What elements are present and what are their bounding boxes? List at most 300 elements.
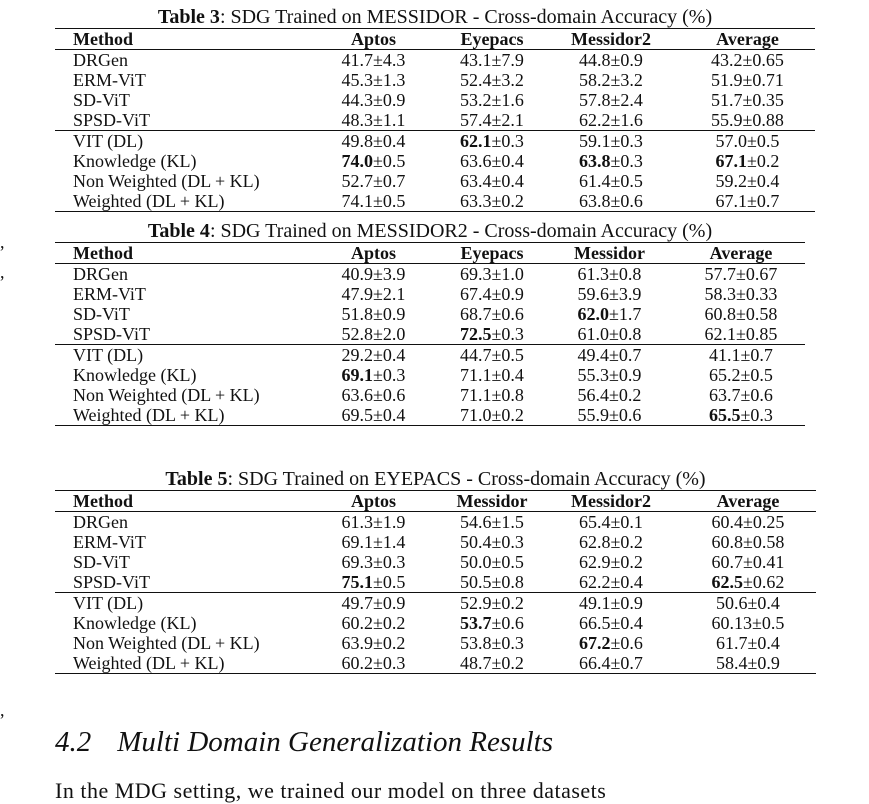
value-cell bbox=[442, 405, 542, 426]
cell-value: ERM-ViT bbox=[73, 284, 146, 304]
value-cell bbox=[680, 151, 815, 171]
cell-value: 59.6±3.9 bbox=[577, 284, 642, 304]
cell-value: 69.1±1.4 bbox=[341, 532, 406, 552]
method-cell bbox=[55, 191, 305, 212]
value-cell bbox=[305, 264, 442, 285]
cell-value: DRGen bbox=[73, 50, 128, 70]
value-cell bbox=[677, 385, 805, 405]
cell-value: 61.3±0.8 bbox=[577, 264, 642, 284]
value-cell bbox=[305, 405, 442, 426]
value-cell bbox=[305, 324, 442, 345]
cell-value: 62.2±0.4 bbox=[579, 572, 643, 592]
table-caption-text: : SDG Trained on EYEPACS - Cross-domain Accuracy (%) bbox=[227, 468, 706, 490]
value-cell bbox=[305, 613, 442, 633]
value-cell bbox=[305, 572, 442, 593]
cell-value: 71.0±0.2 bbox=[460, 405, 524, 425]
value-cell bbox=[680, 532, 816, 552]
value-cell bbox=[677, 284, 805, 304]
cell-value: 71.1±0.8 bbox=[460, 385, 524, 405]
value-cell bbox=[442, 385, 542, 405]
value-cell bbox=[542, 572, 680, 593]
value-cell bbox=[680, 613, 816, 633]
cell-value: 63.3±0.2 bbox=[460, 191, 524, 211]
value-cell bbox=[680, 633, 816, 653]
cell-value: 52.8±2.0 bbox=[341, 324, 406, 344]
value-cell bbox=[442, 345, 542, 366]
cell-value: 61.4±0.5 bbox=[579, 171, 643, 191]
value-cell bbox=[542, 304, 677, 324]
value-cell bbox=[442, 90, 542, 110]
value-cell bbox=[542, 653, 680, 674]
cell-value: 58.4±0.9 bbox=[716, 653, 780, 673]
cell-value: SD-ViT bbox=[73, 90, 130, 110]
cell-value: 50.0±0.5 bbox=[460, 552, 524, 572]
column-header-method: Method bbox=[73, 29, 133, 49]
cell-value: 60.7±0.41 bbox=[711, 552, 785, 572]
cell-value: 60.8±0.58 bbox=[704, 304, 778, 324]
cell-value: 29.2±0.4 bbox=[341, 345, 406, 365]
cell-value: 61.0±0.8 bbox=[577, 324, 642, 344]
table-row bbox=[55, 284, 805, 304]
method-cell bbox=[55, 552, 305, 572]
cell-value: 66.5±0.4 bbox=[579, 613, 643, 633]
section-title: Multi Domain Generalization Results bbox=[117, 726, 554, 758]
table-row bbox=[55, 593, 816, 614]
value-cell bbox=[680, 191, 815, 212]
value-cell bbox=[680, 552, 816, 572]
table-row bbox=[55, 70, 815, 90]
cell-value: 44.8±0.9 bbox=[579, 50, 643, 70]
value-cell bbox=[542, 264, 677, 285]
cell-value: 60.2±0.3 bbox=[341, 653, 406, 673]
table-row bbox=[55, 131, 815, 152]
cell-value: 67.2 bbox=[579, 633, 611, 653]
cell-value: 41.1±0.7 bbox=[709, 345, 773, 365]
value-cell bbox=[542, 365, 677, 385]
column-header: Aptos bbox=[350, 491, 396, 511]
method-cell bbox=[55, 50, 305, 71]
method-cell bbox=[55, 345, 305, 366]
table-number: Table 3 bbox=[157, 6, 220, 28]
cell-value: 48.3±1.1 bbox=[341, 110, 406, 130]
method-cell bbox=[55, 304, 305, 324]
cell-value: Knowledge (KL) bbox=[73, 151, 197, 171]
cell-value: Non Weighted (DL + KL) bbox=[73, 385, 260, 405]
cell-std: ±0.2 bbox=[747, 151, 780, 171]
cell-value: 63.9±0.2 bbox=[341, 633, 406, 653]
cell-value: ERM-ViT bbox=[73, 532, 146, 552]
cell-std: ±0.3 bbox=[740, 405, 773, 425]
table-caption bbox=[55, 220, 805, 242]
value-cell bbox=[542, 633, 680, 653]
cell-value: 71.1±0.4 bbox=[460, 365, 524, 385]
table-header bbox=[55, 243, 805, 264]
cell-value: 49.7±0.9 bbox=[341, 593, 406, 613]
value-cell bbox=[442, 264, 542, 285]
value-cell bbox=[542, 593, 680, 614]
cell-value: 74.0 bbox=[341, 151, 374, 171]
value-cell bbox=[542, 151, 680, 171]
table-header bbox=[55, 491, 816, 512]
cell-value: 63.6±0.4 bbox=[460, 151, 524, 171]
cell-value: 51.8±0.9 bbox=[341, 304, 406, 324]
cell-std: ±0.3 bbox=[610, 151, 643, 171]
cell-value: 59.1±0.3 bbox=[579, 131, 643, 151]
value-cell bbox=[442, 653, 542, 674]
method-cell bbox=[55, 264, 305, 285]
value-cell bbox=[542, 512, 680, 533]
value-cell bbox=[305, 50, 442, 71]
value-cell bbox=[305, 90, 442, 110]
cell-value: 41.7±4.3 bbox=[341, 50, 406, 70]
cell-value: Knowledge (KL) bbox=[73, 365, 197, 385]
cell-std: ±1.7 bbox=[609, 304, 642, 324]
value-cell bbox=[442, 552, 542, 572]
cell-value: 53.8±0.3 bbox=[460, 633, 524, 653]
value-cell bbox=[542, 171, 680, 191]
value-cell bbox=[542, 110, 680, 131]
cell-value: 49.4±0.7 bbox=[577, 345, 642, 365]
cell-value: 57.7±0.67 bbox=[704, 264, 778, 284]
value-cell bbox=[542, 324, 677, 345]
cell-value: 63.8 bbox=[579, 151, 611, 171]
method-cell bbox=[55, 151, 305, 171]
cell-value: 74.1±0.5 bbox=[341, 191, 406, 211]
value-cell bbox=[442, 633, 542, 653]
method-cell bbox=[55, 70, 305, 90]
value-cell bbox=[680, 653, 816, 674]
value-cell bbox=[442, 593, 542, 614]
value-cell bbox=[542, 131, 680, 152]
column-header-method: Method bbox=[73, 491, 133, 511]
results-table bbox=[55, 28, 815, 212]
table-row bbox=[55, 633, 816, 653]
value-cell bbox=[677, 304, 805, 324]
cell-value: 63.4±0.4 bbox=[460, 171, 524, 191]
cell-value: 60.4±0.25 bbox=[711, 512, 785, 532]
cell-value: 62.5 bbox=[711, 572, 744, 592]
cell-value: 55.9±0.6 bbox=[577, 405, 642, 425]
margin-mark: , bbox=[0, 262, 5, 282]
cell-value: Non Weighted (DL + KL) bbox=[73, 171, 260, 191]
table-number: Table 5 bbox=[165, 468, 228, 490]
value-cell bbox=[305, 365, 442, 385]
cell-value: DRGen bbox=[73, 264, 128, 284]
cell-value: 67.1±0.7 bbox=[715, 191, 780, 211]
cell-value: 59.2±0.4 bbox=[715, 171, 780, 191]
value-cell bbox=[677, 324, 805, 345]
column-header: Aptos bbox=[350, 29, 396, 49]
column-header: Average bbox=[716, 491, 780, 511]
cell-value: ERM-ViT bbox=[73, 70, 146, 90]
table-body bbox=[55, 264, 805, 426]
value-cell bbox=[442, 131, 542, 152]
paragraph-text: In the MDG setting, we trained our model on three datasets bbox=[55, 778, 607, 803]
column-header: Eyepacs bbox=[460, 243, 524, 263]
value-cell bbox=[442, 304, 542, 324]
cell-value: Weighted (DL + KL) bbox=[73, 191, 225, 211]
value-cell bbox=[677, 345, 805, 366]
method-cell bbox=[55, 613, 305, 633]
method-cell bbox=[55, 324, 305, 345]
value-cell bbox=[542, 385, 677, 405]
cell-value: 62.0 bbox=[577, 304, 610, 324]
cell-value: SD-ViT bbox=[73, 552, 130, 572]
value-cell bbox=[442, 324, 542, 345]
cell-value: 52.9±0.2 bbox=[460, 593, 524, 613]
cell-value: 65.4±0.1 bbox=[579, 512, 643, 532]
cell-std: ±0.5 bbox=[373, 572, 406, 592]
cell-value: DRGen bbox=[73, 512, 128, 532]
cell-value: 53.7 bbox=[460, 613, 492, 633]
cell-value: 52.4±3.2 bbox=[460, 70, 524, 90]
value-cell bbox=[542, 613, 680, 633]
value-cell bbox=[305, 345, 442, 366]
table-row bbox=[55, 50, 815, 71]
table-header bbox=[55, 29, 815, 50]
method-cell bbox=[55, 90, 305, 110]
margin-mark: , bbox=[0, 232, 5, 252]
cell-value: 49.8±0.4 bbox=[341, 131, 406, 151]
cell-value: 75.1 bbox=[341, 572, 374, 592]
value-cell bbox=[442, 50, 542, 71]
table-row bbox=[55, 653, 816, 674]
cell-value: 57.4±2.1 bbox=[460, 110, 524, 130]
table-row bbox=[55, 532, 816, 552]
value-cell bbox=[305, 633, 442, 653]
value-cell bbox=[542, 552, 680, 572]
value-cell bbox=[680, 90, 815, 110]
value-cell bbox=[442, 110, 542, 131]
column-header: Messidor bbox=[574, 243, 645, 263]
results-table bbox=[55, 490, 816, 674]
cell-value: VIT (DL) bbox=[73, 345, 144, 365]
table-3 bbox=[55, 6, 815, 212]
cell-value: 67.1 bbox=[715, 151, 748, 171]
cell-value: 66.4±0.7 bbox=[579, 653, 643, 673]
cell-value: 55.3±0.9 bbox=[577, 365, 642, 385]
cell-value: 63.7±0.6 bbox=[709, 385, 773, 405]
value-cell bbox=[305, 171, 442, 191]
value-cell bbox=[442, 572, 542, 593]
value-cell bbox=[305, 552, 442, 572]
table-row bbox=[55, 171, 815, 191]
value-cell bbox=[305, 653, 442, 674]
cell-value: Weighted (DL + KL) bbox=[73, 653, 225, 673]
value-cell bbox=[305, 512, 442, 533]
results-table bbox=[55, 242, 805, 426]
cell-std: ±0.62 bbox=[743, 572, 785, 592]
value-cell bbox=[542, 70, 680, 90]
value-cell bbox=[305, 110, 442, 131]
cell-std: ±0.6 bbox=[610, 633, 643, 653]
table-row bbox=[55, 345, 805, 366]
value-cell bbox=[442, 532, 542, 552]
cell-value: SPSD-ViT bbox=[73, 572, 150, 592]
cell-value: 55.9±0.88 bbox=[711, 110, 784, 130]
column-header: Average bbox=[716, 29, 779, 49]
value-cell bbox=[680, 70, 815, 90]
column-header: Aptos bbox=[350, 243, 396, 263]
cell-value: 60.2±0.2 bbox=[341, 613, 406, 633]
value-cell bbox=[680, 593, 816, 614]
cell-value: 69.3±0.3 bbox=[341, 552, 406, 572]
value-cell bbox=[542, 90, 680, 110]
cell-std: ±0.5 bbox=[373, 151, 406, 171]
cell-value: 58.2±3.2 bbox=[579, 70, 643, 90]
cell-value: 43.1±7.9 bbox=[460, 50, 524, 70]
cell-value: 56.4±0.2 bbox=[577, 385, 642, 405]
cell-value: 61.3±1.9 bbox=[341, 512, 406, 532]
table-row bbox=[55, 512, 816, 533]
table-row bbox=[55, 572, 816, 593]
table-row bbox=[55, 90, 815, 110]
value-cell bbox=[305, 70, 442, 90]
cell-value: 44.7±0.5 bbox=[460, 345, 524, 365]
cell-value: 62.9±0.2 bbox=[579, 552, 643, 572]
column-header: Average bbox=[709, 243, 773, 263]
cell-value: 50.6±0.4 bbox=[716, 593, 780, 613]
value-cell bbox=[305, 532, 442, 552]
cell-value: 72.5 bbox=[460, 324, 492, 344]
value-cell bbox=[305, 284, 442, 304]
table-5 bbox=[55, 468, 816, 674]
cell-value: 62.1 bbox=[460, 131, 492, 151]
table-caption-text: : SDG Trained on MESSIDOR2 - Cross-domain Accuracy (%) bbox=[209, 220, 713, 242]
table-row bbox=[55, 110, 815, 131]
cell-value: SD-ViT bbox=[73, 304, 130, 324]
value-cell bbox=[680, 512, 816, 533]
table-body bbox=[55, 50, 815, 212]
cell-value: 47.9±2.1 bbox=[341, 284, 406, 304]
value-cell bbox=[442, 512, 542, 533]
table-row bbox=[55, 264, 805, 285]
value-cell bbox=[442, 171, 542, 191]
table-row bbox=[55, 365, 805, 385]
value-cell bbox=[442, 613, 542, 633]
method-cell bbox=[55, 284, 305, 304]
table-caption bbox=[55, 6, 815, 28]
cell-value: 61.7±0.4 bbox=[716, 633, 780, 653]
cell-value: 54.6±1.5 bbox=[460, 512, 524, 532]
value-cell bbox=[442, 284, 542, 304]
value-cell bbox=[677, 405, 805, 426]
method-cell bbox=[55, 171, 305, 191]
cell-value: 43.2±0.65 bbox=[711, 50, 784, 70]
value-cell bbox=[680, 171, 815, 191]
cell-value: 49.1±0.9 bbox=[579, 593, 643, 613]
cell-value: 63.6±0.6 bbox=[341, 385, 406, 405]
cell-std: ±0.3 bbox=[491, 324, 524, 344]
table-row bbox=[55, 151, 815, 171]
value-cell bbox=[542, 284, 677, 304]
cell-value: 63.8±0.6 bbox=[579, 191, 643, 211]
cell-value: 69.1 bbox=[341, 365, 374, 385]
table-row bbox=[55, 613, 816, 633]
cell-value: 65.2±0.5 bbox=[709, 365, 773, 385]
cell-std: ±0.3 bbox=[373, 365, 406, 385]
cell-value: 58.3±0.33 bbox=[704, 284, 778, 304]
value-cell bbox=[542, 50, 680, 71]
margin-mark: , bbox=[0, 700, 5, 720]
cell-value: Non Weighted (DL + KL) bbox=[73, 633, 260, 653]
method-cell bbox=[55, 385, 305, 405]
value-cell bbox=[542, 405, 677, 426]
method-cell bbox=[55, 365, 305, 385]
cell-value: 69.3±1.0 bbox=[460, 264, 524, 284]
value-cell bbox=[542, 532, 680, 552]
value-cell bbox=[305, 191, 442, 212]
cell-value: 50.5±0.8 bbox=[460, 572, 524, 592]
table-row bbox=[55, 405, 805, 426]
method-cell bbox=[55, 593, 305, 614]
cell-value: 65.5 bbox=[709, 405, 741, 425]
column-header: Messidor bbox=[456, 491, 528, 511]
section-heading bbox=[55, 726, 553, 759]
column-header-method: Method bbox=[73, 243, 133, 263]
cell-value: VIT (DL) bbox=[73, 131, 144, 151]
cell-std: ±0.3 bbox=[491, 131, 524, 151]
table-row bbox=[55, 191, 815, 212]
value-cell bbox=[305, 131, 442, 152]
cell-std: ±0.6 bbox=[491, 613, 524, 633]
cell-value: 62.1±0.85 bbox=[704, 324, 778, 344]
value-cell bbox=[305, 385, 442, 405]
cell-value: Knowledge (KL) bbox=[73, 613, 197, 633]
cell-value: SPSD-ViT bbox=[73, 110, 150, 130]
value-cell bbox=[680, 131, 815, 152]
table-row bbox=[55, 304, 805, 324]
method-cell bbox=[55, 633, 305, 653]
value-cell bbox=[442, 191, 542, 212]
value-cell bbox=[680, 110, 815, 131]
cell-value: 52.7±0.7 bbox=[341, 171, 406, 191]
value-cell bbox=[442, 151, 542, 171]
value-cell bbox=[542, 345, 677, 366]
value-cell bbox=[305, 304, 442, 324]
table-row bbox=[55, 552, 816, 572]
cell-value: 68.7±0.6 bbox=[460, 304, 524, 324]
cell-value: 60.8±0.58 bbox=[711, 532, 785, 552]
cell-value: 48.7±0.2 bbox=[460, 653, 524, 673]
method-cell bbox=[55, 512, 305, 533]
cell-value: 40.9±3.9 bbox=[341, 264, 406, 284]
cell-value: VIT (DL) bbox=[73, 593, 144, 613]
method-cell bbox=[55, 110, 305, 131]
table-row bbox=[55, 385, 805, 405]
cell-value: 53.2±1.6 bbox=[460, 90, 524, 110]
cell-value: 57.0±0.5 bbox=[715, 131, 780, 151]
method-cell bbox=[55, 131, 305, 152]
cell-value: 51.7±0.35 bbox=[711, 90, 784, 110]
cell-value: 69.5±0.4 bbox=[341, 405, 406, 425]
column-header: Eyepacs bbox=[460, 29, 524, 49]
cell-value: SPSD-ViT bbox=[73, 324, 150, 344]
column-header: Messidor2 bbox=[571, 29, 651, 49]
cell-value: 62.2±1.6 bbox=[579, 110, 643, 130]
value-cell bbox=[677, 264, 805, 285]
table-4 bbox=[55, 220, 805, 426]
table-caption-text: : SDG Trained on MESSIDOR - Cross-domain Accuracy (%) bbox=[219, 6, 713, 28]
method-cell bbox=[55, 405, 305, 426]
cell-value: 51.9±0.71 bbox=[711, 70, 784, 90]
value-cell bbox=[305, 593, 442, 614]
cell-value: 45.3±1.3 bbox=[341, 70, 406, 90]
table-number: Table 4 bbox=[147, 220, 210, 242]
table-body bbox=[55, 512, 816, 674]
table-row bbox=[55, 324, 805, 345]
method-cell bbox=[55, 653, 305, 674]
